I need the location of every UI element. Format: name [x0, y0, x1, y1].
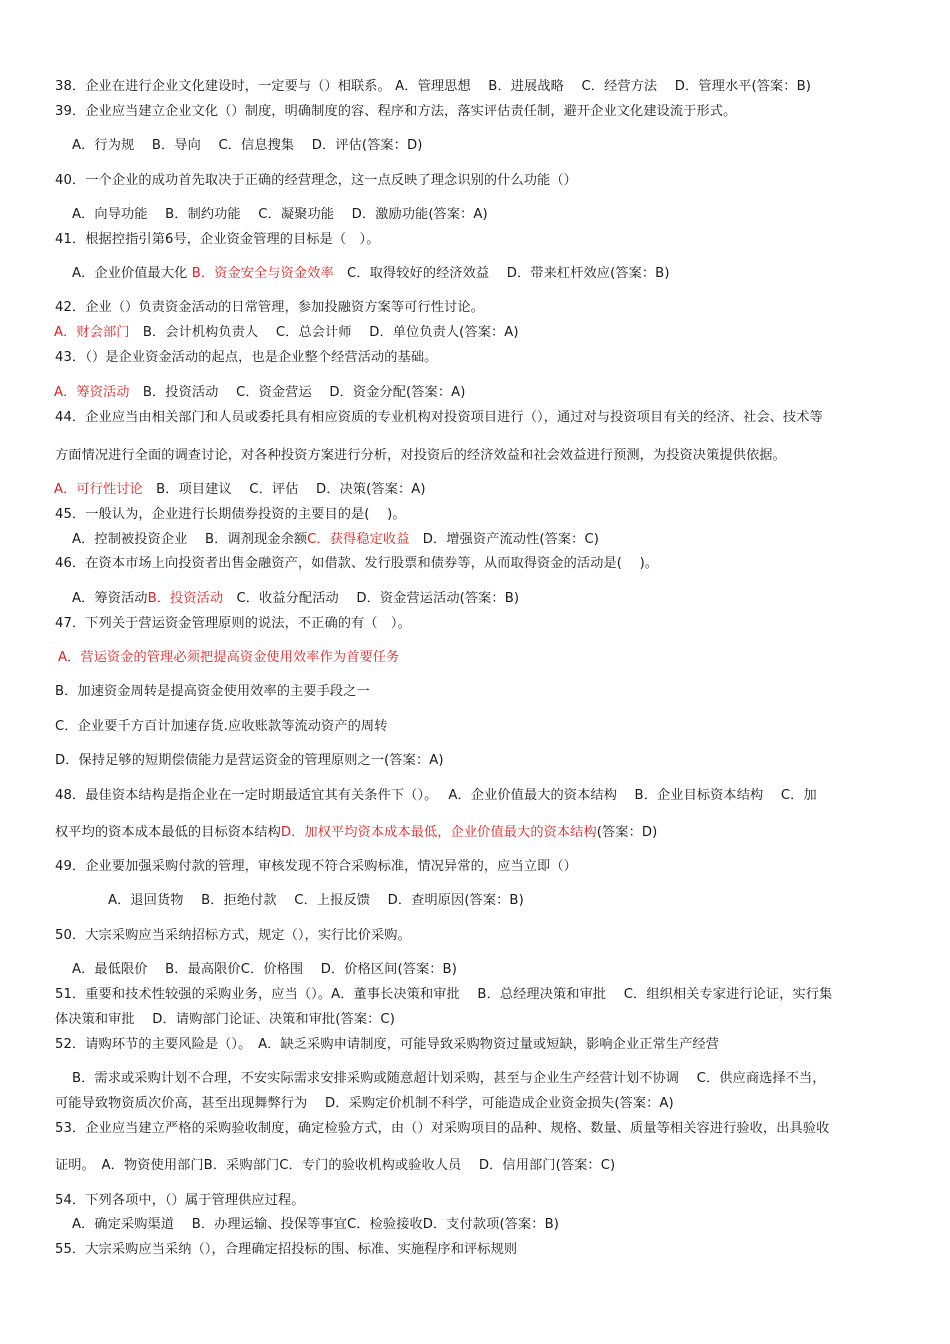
- question-52-option-b: B．需求或采购计划不合理，不安实际需求安排采购或随意超计划采购，甚至与企业生产经营计划不协调 C．供应商选择不当，: [72, 1071, 826, 1086]
- question-45: 45．一般认为，企业进行长期债券投资的主要目的是( )。: [55, 507, 406, 522]
- question-44-options: A．可行性讨论 B．项目建议 C．评估 D．决策(答案：A): [54, 482, 426, 497]
- question-46: 46．在资本市场上向投资者出售金融资产，如借款、发行股票和债券等，从而取得资金的活动是( )。: [55, 556, 659, 571]
- question-49: 49．企业要加强采购付款的管理，审核发现不符合采购标准，情况异常的，应当立即（）: [55, 859, 577, 874]
- highlighted-answer: A．筹资活动: [54, 385, 130, 400]
- question-44-cont: 方面情况进行全面的调查讨论，对各种投资方案进行分析，对投资后的经济效益和社会效益进行预测，为投资决策提供依据。: [55, 448, 786, 463]
- question-50-options: A．最低限价 B．最高限价C．价格围 D．价格区间(答案：B): [72, 962, 457, 977]
- question-47-option-c: C．企业要千方百计加速存货.应收账款等流动资产的周转: [55, 719, 388, 734]
- question-53-cont: 证明。 A．物资使用部门B．采购部门C．专门的验收机构或验收人员 D．信用部门(答案：C): [55, 1158, 616, 1173]
- question-52-cont: 可能导致物资质次价高，甚至出现舞弊行为 D．采购定价机制不科学，可能造成企业资金损失(答案：A): [55, 1096, 674, 1111]
- highlighted-answer: B．资金安全与资金效率: [191, 266, 334, 281]
- question-54: 54．下列各项中，（）属于管理供应过程。: [55, 1193, 305, 1208]
- question-47-option-d: D．保持足够的短期偿债能力是营运资金的管理原则之一(答案：A): [55, 753, 444, 768]
- question-46-options: A．筹资活动B．投资活动 C．收益分配活动 D．资金营运活动(答案：B): [72, 591, 520, 606]
- question-43: 43．（）是企业资金活动的起点，也是企业整个经营活动的基础。: [55, 350, 438, 365]
- question-45-options: A．控制被投资企业 B．调剂现金余额C．获得稳定收益 D．增强资产流动性(答案：C): [72, 532, 600, 547]
- question-41-options: A．企业价值最大化 B．资金安全与资金效率 C．取得较好的经济效益 D．带来杠杆效应(答案：B): [72, 266, 670, 281]
- question-42-options: A．财会部门 B．会计机构负责人 C．总会计师 D．单位负责人(答案：A): [54, 325, 519, 340]
- question-40-options: A．向导功能 B．制约功能 C．凝聚功能 D．激励功能(答案：A): [72, 207, 488, 222]
- highlighted-answer: D．加权平均资本成本最低，企业价值最大的资本结构: [280, 825, 597, 840]
- question-42: 42．企业（）负责资金活动的日常管理，参加投融资方案等可行性讨论。: [55, 300, 484, 315]
- question-52: 52．请购环节的主要风险是（）。 A．缺乏采购申请制度，可能导致采购物资过量或短缺，影响企业正常生产经营: [55, 1037, 719, 1052]
- highlighted-answer: A．财会部门: [54, 325, 130, 340]
- question-47-option-a: [58, 649, 399, 667]
- question-50: 50．大宗采购应当采纳招标方式，规定（），实行比价采购。: [55, 928, 411, 943]
- question-38: 38．企业在进行企业文化建设时，一定要与（）相联系。 A．管理思想 B．进展战略 C．经营方法 D．管理水平(答案：B): [55, 79, 811, 94]
- question-48: 48．最佳资本结构是指企业在一定时期最适宜其有关条件下（）。 A．企业价值最大的资本结构 B．企业目标资本结构 C．加: [55, 788, 817, 803]
- question-47-option-b: B．加速资金周转是提高资金使用效率的主要手段之一: [55, 684, 370, 699]
- highlighted-answer: A．营运资金的管理必须把提高资金使用效率作为首要任务: [58, 650, 400, 665]
- question-53: 53．企业应当建立严格的采购验收制度，确定检验方式，由（）对采购项目的品种、规格、数量、质量等相关容进行验收，出具验收: [55, 1121, 830, 1136]
- highlighted-answer: B．投资活动: [147, 591, 224, 606]
- question-51-cont: 体决策和审批 D．请购部门论证、决策和审批(答案：C): [55, 1012, 395, 1027]
- question-55: 55．大宗采购应当采纳（），合理确定招投标的围、标准、实施程序和评标规则: [55, 1242, 518, 1257]
- question-51: 51．重要和技术性较强的采购业务，应当（）。A．董事长决策和审批 B．总经理决策和审批 C．组织相关专家进行论证，实行集: [55, 987, 833, 1002]
- question-39-options: A．行为规 B．导向 C．信息搜集 D．评估(答案：D): [72, 138, 423, 153]
- question-47: 47．下列关于营运资金管理原则的说法，不正确的有（ ）。: [55, 616, 411, 631]
- question-49-options: A．退回货物 B．拒绝付款 C．上报反馈 D．查明原因(答案：B): [108, 893, 524, 908]
- question-43-options: A．筹资活动 B．投资活动 C．资金营运 D．资金分配(答案：A): [54, 385, 466, 400]
- question-48-cont: 权平均的资本成本最低的目标资本结构D．加权平均资本成本最低，企业价值最大的资本结构(答案：D): [55, 825, 658, 840]
- highlighted-answer: A．可行性讨论: [54, 482, 143, 497]
- highlighted-answer: C．获得稳定收益: [307, 532, 410, 547]
- question-39: 39．企业应当建立企业文化（）制度，明确制度的容、程序和方法，落实评估责任制，避开企业文化建设流于形式。: [55, 104, 737, 119]
- question-40: 40．一个企业的成功首先取决于正确的经营理念，这一点反映了理念识别的什么功能（）: [55, 173, 577, 188]
- question-44: 44．企业应当由相关部门和人员或委托具有相应资质的专业机构对投资项目进行（），通过对与投资项目有关的经济、社会、技术等: [55, 410, 823, 425]
- question-54-options: A．确定采购渠道 B．办理运输、投保等事宜C．检验接收D．支付款项(答案：B): [72, 1217, 559, 1232]
- question-41: 41．根据控指引第6号，企业资金管理的目标是（ ）。: [55, 232, 380, 247]
